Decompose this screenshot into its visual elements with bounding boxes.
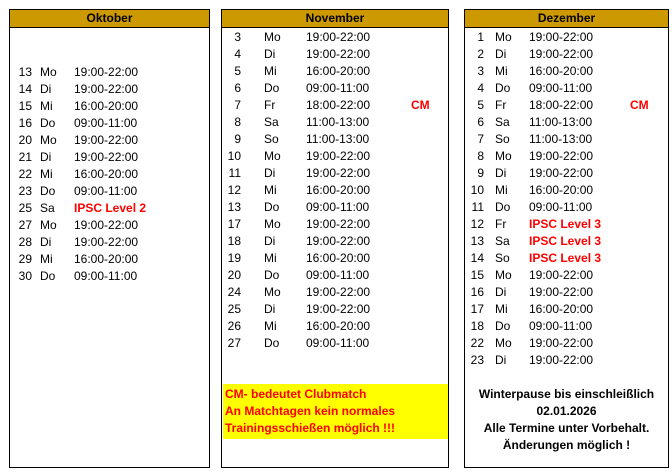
time-range: 09:00-11:00 [529,81,593,95]
time-range: 16:00-20:00 [529,302,594,316]
day-number: 27 [227,336,241,350]
time-range: 16:00-20:00 [306,251,371,265]
day-number: 9 [234,132,241,146]
day-number: 28 [18,235,32,249]
day-number: 6 [477,115,484,129]
weekday: Do [264,336,280,350]
weekday: Sa [264,115,279,129]
day-number: 27 [18,218,32,232]
clubmatch-tag: CM [630,98,649,112]
schedule-row [222,148,448,165]
weekday: Mo [40,218,57,232]
time-range: 19:00-22:00 [529,353,594,367]
schedule-row [222,233,448,250]
schedule-row [465,233,668,250]
day-number: 9 [477,166,484,180]
schedule-row [10,183,209,200]
schedule-row [465,318,668,335]
time-range: 19:00-22:00 [306,166,371,180]
time-range: 09:00-11:00 [306,200,370,214]
time-range: 09:00-11:00 [306,81,370,95]
schedule-row [10,115,209,132]
weekday: Sa [40,201,55,215]
time-range: 09:00-11:00 [529,319,593,333]
schedule-row [222,63,448,80]
time-range: 19:00-22:00 [529,166,594,180]
day-number: 23 [470,353,484,367]
day-number: 3 [477,64,484,78]
weekday: Di [495,166,507,180]
day-number: 19 [227,251,241,265]
time-range: 19:00-22:00 [74,82,139,96]
schedule-row [222,97,448,114]
day-number: 30 [18,269,32,283]
weekday: Do [264,268,280,282]
time-range: 16:00-20:00 [306,64,371,78]
day-number: 4 [234,47,241,61]
schedule-row [465,267,668,284]
weekday: Mi [264,64,277,78]
time-range: 09:00-11:00 [74,116,138,130]
time-range: 19:00-22:00 [529,285,594,299]
schedule-row [465,29,668,46]
weekday: Mo [264,149,281,163]
note-line: Trainingsschießen möglich !!! [225,421,396,435]
weekday: Di [495,47,507,61]
schedule-row [465,148,668,165]
day-number: 23 [18,184,32,198]
weekday: So [264,132,279,146]
note-line: Winterpause bis einschleißlich [478,387,655,401]
schedule-row [465,199,668,216]
month-header: Oktober [10,10,209,28]
time-range: 19:00-22:00 [306,302,371,316]
day-number: 15 [18,99,32,113]
time-range: 18:00-22:00 [529,98,594,112]
event-label: IPSC Level 3 [529,234,602,248]
note-line: Alle Termine unter Vorbehalt. [483,421,650,435]
day-number: 6 [234,81,241,95]
note-line: An Matchtagen kein normales [225,404,396,418]
time-range: 19:00-22:00 [529,47,594,61]
schedule-row [222,250,448,267]
month-header: November [222,10,448,28]
day-number: 17 [470,302,484,316]
day-number: 29 [18,252,32,266]
weekday: Di [40,150,52,164]
schedule-row [465,131,668,148]
time-range: 16:00-20:00 [306,319,371,333]
time-range: 19:00-22:00 [529,336,594,350]
clubmatch-tag: CM [411,98,430,112]
day-number: 3 [234,30,241,44]
day-number: 5 [234,64,241,78]
day-number: 18 [470,319,484,333]
time-range: 11:00-13:00 [529,132,593,146]
day-number: 20 [18,133,32,147]
schedule-list [465,28,668,369]
schedule-row [222,284,448,301]
time-range: 19:00-22:00 [529,30,594,44]
schedule-row [10,166,209,183]
weekday: Di [264,47,276,61]
weekday: Mo [264,217,281,231]
time-range: 16:00-20:00 [74,99,139,113]
time-range: 09:00-11:00 [74,184,138,198]
day-number: 5 [477,98,484,112]
schedule-row [222,80,448,97]
weekday: Do [264,200,280,214]
month-header: Dezember [465,10,668,28]
time-range: 19:00-22:00 [74,65,139,79]
day-number: 22 [470,336,484,350]
schedule-row [465,80,668,97]
clubmatch-note [223,384,448,439]
day-number: 13 [227,200,241,214]
time-range: 16:00-20:00 [529,183,594,197]
weekday: Mi [40,167,53,181]
weekday: Mi [264,251,277,265]
weekday: Di [264,302,276,316]
day-number: 2 [477,47,484,61]
weekday: Mo [495,336,512,350]
weekday: Mi [264,183,277,197]
time-range: 09:00-11:00 [74,269,138,283]
time-range: 11:00-13:00 [306,115,370,129]
time-range: 09:00-11:00 [306,268,370,282]
schedule-row [465,63,668,80]
schedule-row [10,98,209,115]
schedule-list [10,28,209,285]
schedule-row [465,165,668,182]
time-range: 11:00-13:00 [306,132,370,146]
time-range: 19:00-22:00 [74,218,139,232]
time-range: 19:00-22:00 [306,234,371,248]
day-number: 25 [18,201,32,215]
schedule-row [465,216,668,233]
weekday: Mi [495,183,508,197]
schedule-row [10,81,209,98]
schedule-row [465,114,668,131]
schedule-row [222,46,448,63]
weekday: Mo [495,30,512,44]
day-number: 22 [18,167,32,181]
schedule-row [222,335,448,352]
day-number: 10 [227,149,241,163]
schedule-row [10,200,209,217]
day-number: 13 [18,65,32,79]
time-range: 19:00-22:00 [529,149,594,163]
schedule-row [10,132,209,149]
schedule-row [222,301,448,318]
day-number: 18 [227,234,241,248]
schedule-row [465,46,668,63]
schedule-row [222,182,448,199]
event-label: IPSC Level 3 [529,251,602,265]
schedule-row [465,352,668,369]
time-range: 16:00-20:00 [74,252,139,266]
schedule-row [222,267,448,284]
weekday: Mo [264,30,281,44]
day-number: 1 [477,30,484,44]
time-range: 19:00-22:00 [74,150,139,164]
schedule-row [222,165,448,182]
month-column-dezember [464,9,669,468]
month-column-oktober [9,9,210,468]
schedule-row [465,301,668,318]
day-number: 14 [470,251,484,265]
note-line: CM- bedeutet Clubmatch [225,387,367,401]
day-number: 10 [470,183,484,197]
weekday: Mo [495,268,512,282]
schedule-row [465,335,668,352]
weekday: Do [264,81,280,95]
weekday: Do [40,116,56,130]
day-number: 7 [234,98,241,112]
schedule-row [465,97,668,114]
day-number: 21 [18,150,32,164]
month-column-november [221,9,449,468]
day-number: 11 [471,200,484,214]
winter-break-note [465,386,668,454]
weekday: Do [40,184,56,198]
note-line: Änderungen möglich ! [502,438,631,452]
schedule-row [222,114,448,131]
event-label: IPSC Level 2 [74,201,147,215]
day-number: 12 [470,217,484,231]
time-range: 09:00-11:00 [529,200,593,214]
schedule-row [222,318,448,335]
time-range: 16:00-20:00 [529,64,594,78]
weekday: Fr [495,98,507,112]
weekday: Fr [495,217,507,231]
schedule-row [465,284,668,301]
weekday: Di [40,82,52,96]
day-number: 25 [227,302,241,316]
day-number: 8 [477,149,484,163]
schedule-row [10,64,209,81]
day-number: 17 [227,217,241,231]
weekday: So [495,132,510,146]
weekday: Di [495,353,507,367]
day-number: 24 [227,285,241,299]
weekday: Mo [40,65,57,79]
time-range: 19:00-22:00 [306,47,371,61]
time-range: 19:00-22:00 [306,285,371,299]
day-number: 12 [227,183,241,197]
day-number: 15 [470,268,484,282]
schedule-row [10,149,209,166]
schedule-row [10,268,209,285]
weekday: Sa [495,234,510,248]
weekday: Mi [264,319,277,333]
day-number: 8 [234,115,241,129]
time-range: 19:00-22:00 [306,30,371,44]
day-number: 16 [470,285,484,299]
day-number: 16 [18,116,32,130]
weekday: Fr [264,98,276,112]
day-number: 14 [18,82,32,96]
time-range: 19:00-22:00 [529,268,594,282]
schedule-row [465,182,668,199]
time-range: 16:00-20:00 [74,167,139,181]
weekday: Mo [495,149,512,163]
day-number: 4 [477,81,484,95]
schedule-row [465,250,668,267]
weekday: Mi [40,252,53,266]
day-number: 13 [470,234,484,248]
schedule-row [10,251,209,268]
event-label: IPSC Level 3 [529,217,602,231]
day-number: 20 [227,268,241,282]
day-number: 7 [477,132,484,146]
weekday: Mi [495,64,508,78]
schedule-row [10,217,209,234]
weekday: Di [264,166,276,180]
weekday: Di [264,234,276,248]
weekday: Mo [40,133,57,147]
weekday: Do [495,200,511,214]
note-line: 02.01.2026 [536,404,597,418]
weekday: Di [40,235,52,249]
schedule-row [222,216,448,233]
weekday: Do [495,319,511,333]
time-range: 09:00-11:00 [306,336,370,350]
time-range: 16:00-20:00 [306,183,371,197]
weekday: Di [495,285,507,299]
time-range: 19:00-22:00 [306,149,371,163]
weekday: So [495,251,510,265]
time-range: 19:00-22:00 [74,133,139,147]
weekday: Sa [495,115,510,129]
schedule-row [222,131,448,148]
day-number: 26 [227,319,241,333]
weekday: Do [40,269,56,283]
weekday: Mi [495,302,508,316]
weekday: Do [495,81,511,95]
schedule-row [222,29,448,46]
schedule-list [222,28,448,352]
schedule-row [222,199,448,216]
weekday: Mi [40,99,53,113]
day-number: 11 [228,166,241,180]
weekday: Mo [264,285,281,299]
schedule-row [10,234,209,251]
time-range: 18:00-22:00 [306,98,371,112]
time-range: 19:00-22:00 [306,217,371,231]
time-range: 11:00-13:00 [529,115,593,129]
time-range: 19:00-22:00 [74,235,139,249]
